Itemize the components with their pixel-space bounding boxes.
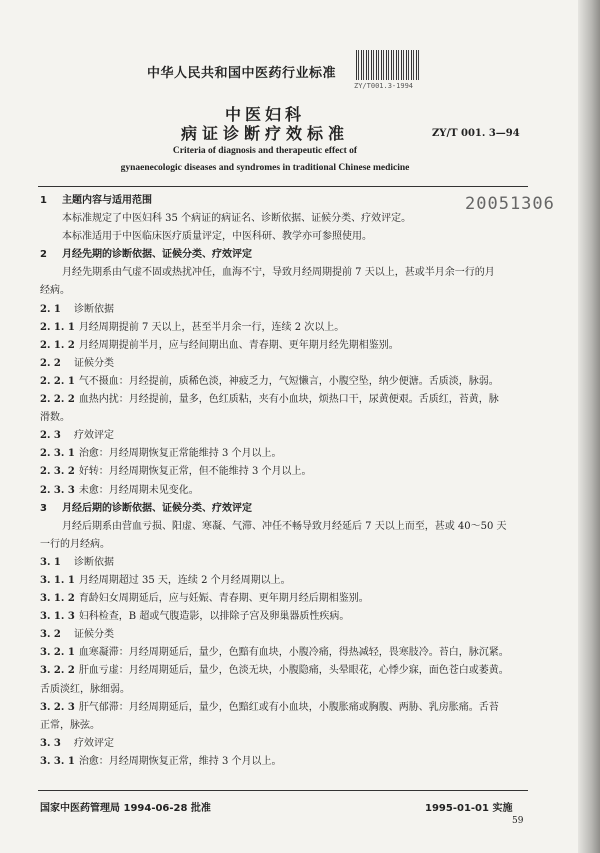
clause-number: 3. 2. 2 <box>40 665 75 677</box>
text-line <box>40 590 530 608</box>
text-line <box>40 264 530 282</box>
bottom-divider <box>38 790 528 791</box>
text-line <box>40 355 530 373</box>
clause-text: 证候分类 <box>74 629 114 641</box>
text-line <box>40 644 530 662</box>
text-line <box>40 445 530 463</box>
clause-text: 月经后期系由营血亏损、阳虚、寒凝、气滞、冲任不畅导致月经延后 7 天以上而至，甚或 40～50 天 <box>62 520 507 532</box>
section-heading <box>40 500 530 518</box>
text-line <box>40 735 530 753</box>
clause-number: 3. 3 <box>40 737 61 749</box>
section-heading <box>40 192 530 210</box>
page-number: 59 <box>512 816 524 826</box>
clause-number: 2. 3. 1 <box>40 448 75 460</box>
text-line <box>40 463 530 481</box>
clause-text: 诊断依据 <box>74 556 114 568</box>
clause-text: 气不摄血：月经提前，质稀色淡，神疲乏力，气短懒言，小腹空坠，纳少便溏。舌质淡，脉弱。 <box>78 375 499 387</box>
clause-text: 治愈：月经周期恢复正常能维持 3 个月以上。 <box>78 448 282 460</box>
clause-number: 2 <box>40 249 47 261</box>
text-line <box>40 482 530 500</box>
clause-number: 2. 1. 1 <box>40 321 75 333</box>
text-line <box>40 717 530 735</box>
clause-text: 月经周期提前半月，应与经间期出血、青春期、更年期月经先期相鉴别。 <box>78 339 399 351</box>
clause-text: 本标准适用于中医临床医疗质量评定，中医科研、教学亦可参照使用。 <box>62 231 372 243</box>
clause-text: 主题内容与适用范围 <box>62 195 152 206</box>
top-divider <box>38 186 528 187</box>
clause-number: 2. 3. 3 <box>40 484 75 496</box>
barcode-number: ZY/T001.3-1994 <box>354 82 414 90</box>
clause-number: 2. 1. 2 <box>40 339 75 351</box>
text-line <box>40 373 530 391</box>
text-line <box>40 554 530 572</box>
text-line <box>40 662 530 680</box>
text-line <box>40 301 530 319</box>
clause-text: 经病。 <box>40 285 70 297</box>
clause-text: 月经周期提前 7 天以上，甚至半月余一行，连续 2 次以上。 <box>78 321 345 333</box>
text-line <box>40 626 530 644</box>
clause-text: 疗效评定 <box>74 737 114 749</box>
clause-number: 3. 2. 1 <box>40 647 75 659</box>
text-line <box>40 572 530 590</box>
text-line <box>40 210 530 228</box>
clause-text: 舌质淡红，脉细弱。 <box>40 683 130 695</box>
clause-text: 月经周期超过 35 天，连续 2 个月经周期以上。 <box>78 574 291 586</box>
clause-number: 3. 3. 1 <box>40 755 75 767</box>
clause-number: 1 <box>40 195 47 206</box>
clause-text: 好转：月经周期恢复正常，但不能维持 3 个月以上。 <box>78 466 312 478</box>
clause-text: 未愈：月经周期未见变化。 <box>78 484 199 496</box>
clause-number: 3 <box>40 502 47 514</box>
section-heading <box>40 246 530 264</box>
clause-number: 3. 1. 1 <box>40 574 75 586</box>
clause-text: 育龄妇女周期延后，应与妊娠、青春期、更年期月经后期相鉴别。 <box>78 593 369 605</box>
clause-text: 治愈：月经周期恢复正常，维持 3 个月以上。 <box>78 755 282 767</box>
text-line <box>40 699 530 717</box>
stamp-number: 20051306 <box>465 194 555 214</box>
clause-number: 3. 1. 2 <box>40 593 75 605</box>
effective-date: 1995-01-01 实施 <box>425 803 513 814</box>
text-line <box>40 282 530 300</box>
text-line <box>40 319 530 337</box>
clause-text: 疗效评定 <box>74 430 114 442</box>
text-line <box>40 536 530 554</box>
clause-number: 3. 1. 3 <box>40 611 75 623</box>
clause-text: 本标准规定了中医妇科 35 个病证的病证名、诊断依据、证候分类、疗效评定。 <box>62 213 412 225</box>
text-line <box>40 337 530 355</box>
standard-body: 中华人民共和国中医药行业标准 <box>147 66 337 81</box>
clause-text: 血寒凝滞：月经周期延后，量少，色黯有血块，小腹冷痛，得热减轻，畏寒肢冷。苔白，脉沉紧。 <box>78 647 509 659</box>
standard-code: ZY/T 001. 3—94 <box>432 128 520 139</box>
clause-number: 2. 2 <box>40 357 61 369</box>
text-line <box>40 518 530 536</box>
clause-text: 月经先期的诊断依据、证候分类、疗效评定 <box>62 249 252 261</box>
clause-text: 一行的月经病。 <box>40 538 110 550</box>
clause-text: 诊断依据 <box>74 303 114 315</box>
clause-number: 3. 2 <box>40 629 61 641</box>
document-body <box>40 192 530 771</box>
title-line-1: 中医妇科 <box>224 105 305 124</box>
text-line <box>40 608 530 626</box>
clause-text: 妇科检查，B 超或气腹造影，以排除子宫及卵巢器质性疾病。 <box>78 611 350 623</box>
clause-number: 2. 2. 1 <box>40 375 75 387</box>
text-line <box>40 409 530 427</box>
english-title-2: gynaenecologic diseases and syndromes in traditional Chinese medicine <box>120 163 410 173</box>
clause-number: 2. 3. 2 <box>40 466 75 478</box>
clause-text: 证候分类 <box>74 357 114 369</box>
text-line <box>40 681 530 699</box>
text-line <box>40 753 530 771</box>
text-line <box>40 391 530 409</box>
clause-number: 2. 1 <box>40 303 61 315</box>
clause-text: 正常，脉弦。 <box>40 719 100 731</box>
approval-note: 国家中医药管理局 1994-06-28 批准 <box>40 803 211 814</box>
text-line <box>40 228 530 246</box>
clause-number: 2. 3 <box>40 430 61 442</box>
barcode-icon <box>356 50 421 80</box>
clause-number: 2. 2. 2 <box>40 394 75 406</box>
clause-text: 肝气郁滞：月经周期延后，量少，色黯红或有小血块，小腹胀痛或胸腹、两胁、乳房胀痛。舌苔 <box>78 701 499 713</box>
title-line-2: 病证诊断疗效标准 <box>180 124 349 143</box>
clause-text: 月经先期系由气虚不固或热扰冲任，血海不宁，导致月经周期提前 7 天以上，甚或半月余一行的月 <box>62 267 495 279</box>
clause-text: 肝血亏虚：月经周期延后，量少，色淡无块，小腹隐痛，头晕眼花，心悸少寐，面色苍白或萎黄。 <box>78 665 509 677</box>
clause-text: 血热内扰：月经提前，量多，色红质粘，夹有小血块，烦热口干，尿黄便艰。舌质红，苔黄，脉 <box>78 394 499 406</box>
clause-number: 3. 2. 3 <box>40 701 75 713</box>
clause-text: 滑数。 <box>40 412 70 424</box>
clause-number: 3. 1 <box>40 556 61 568</box>
clause-text: 月经后期的诊断依据、证候分类、疗效评定 <box>62 502 252 514</box>
english-title-1: Criteria of diagnosis and therapeutic effect of <box>172 146 358 156</box>
text-line <box>40 427 530 445</box>
